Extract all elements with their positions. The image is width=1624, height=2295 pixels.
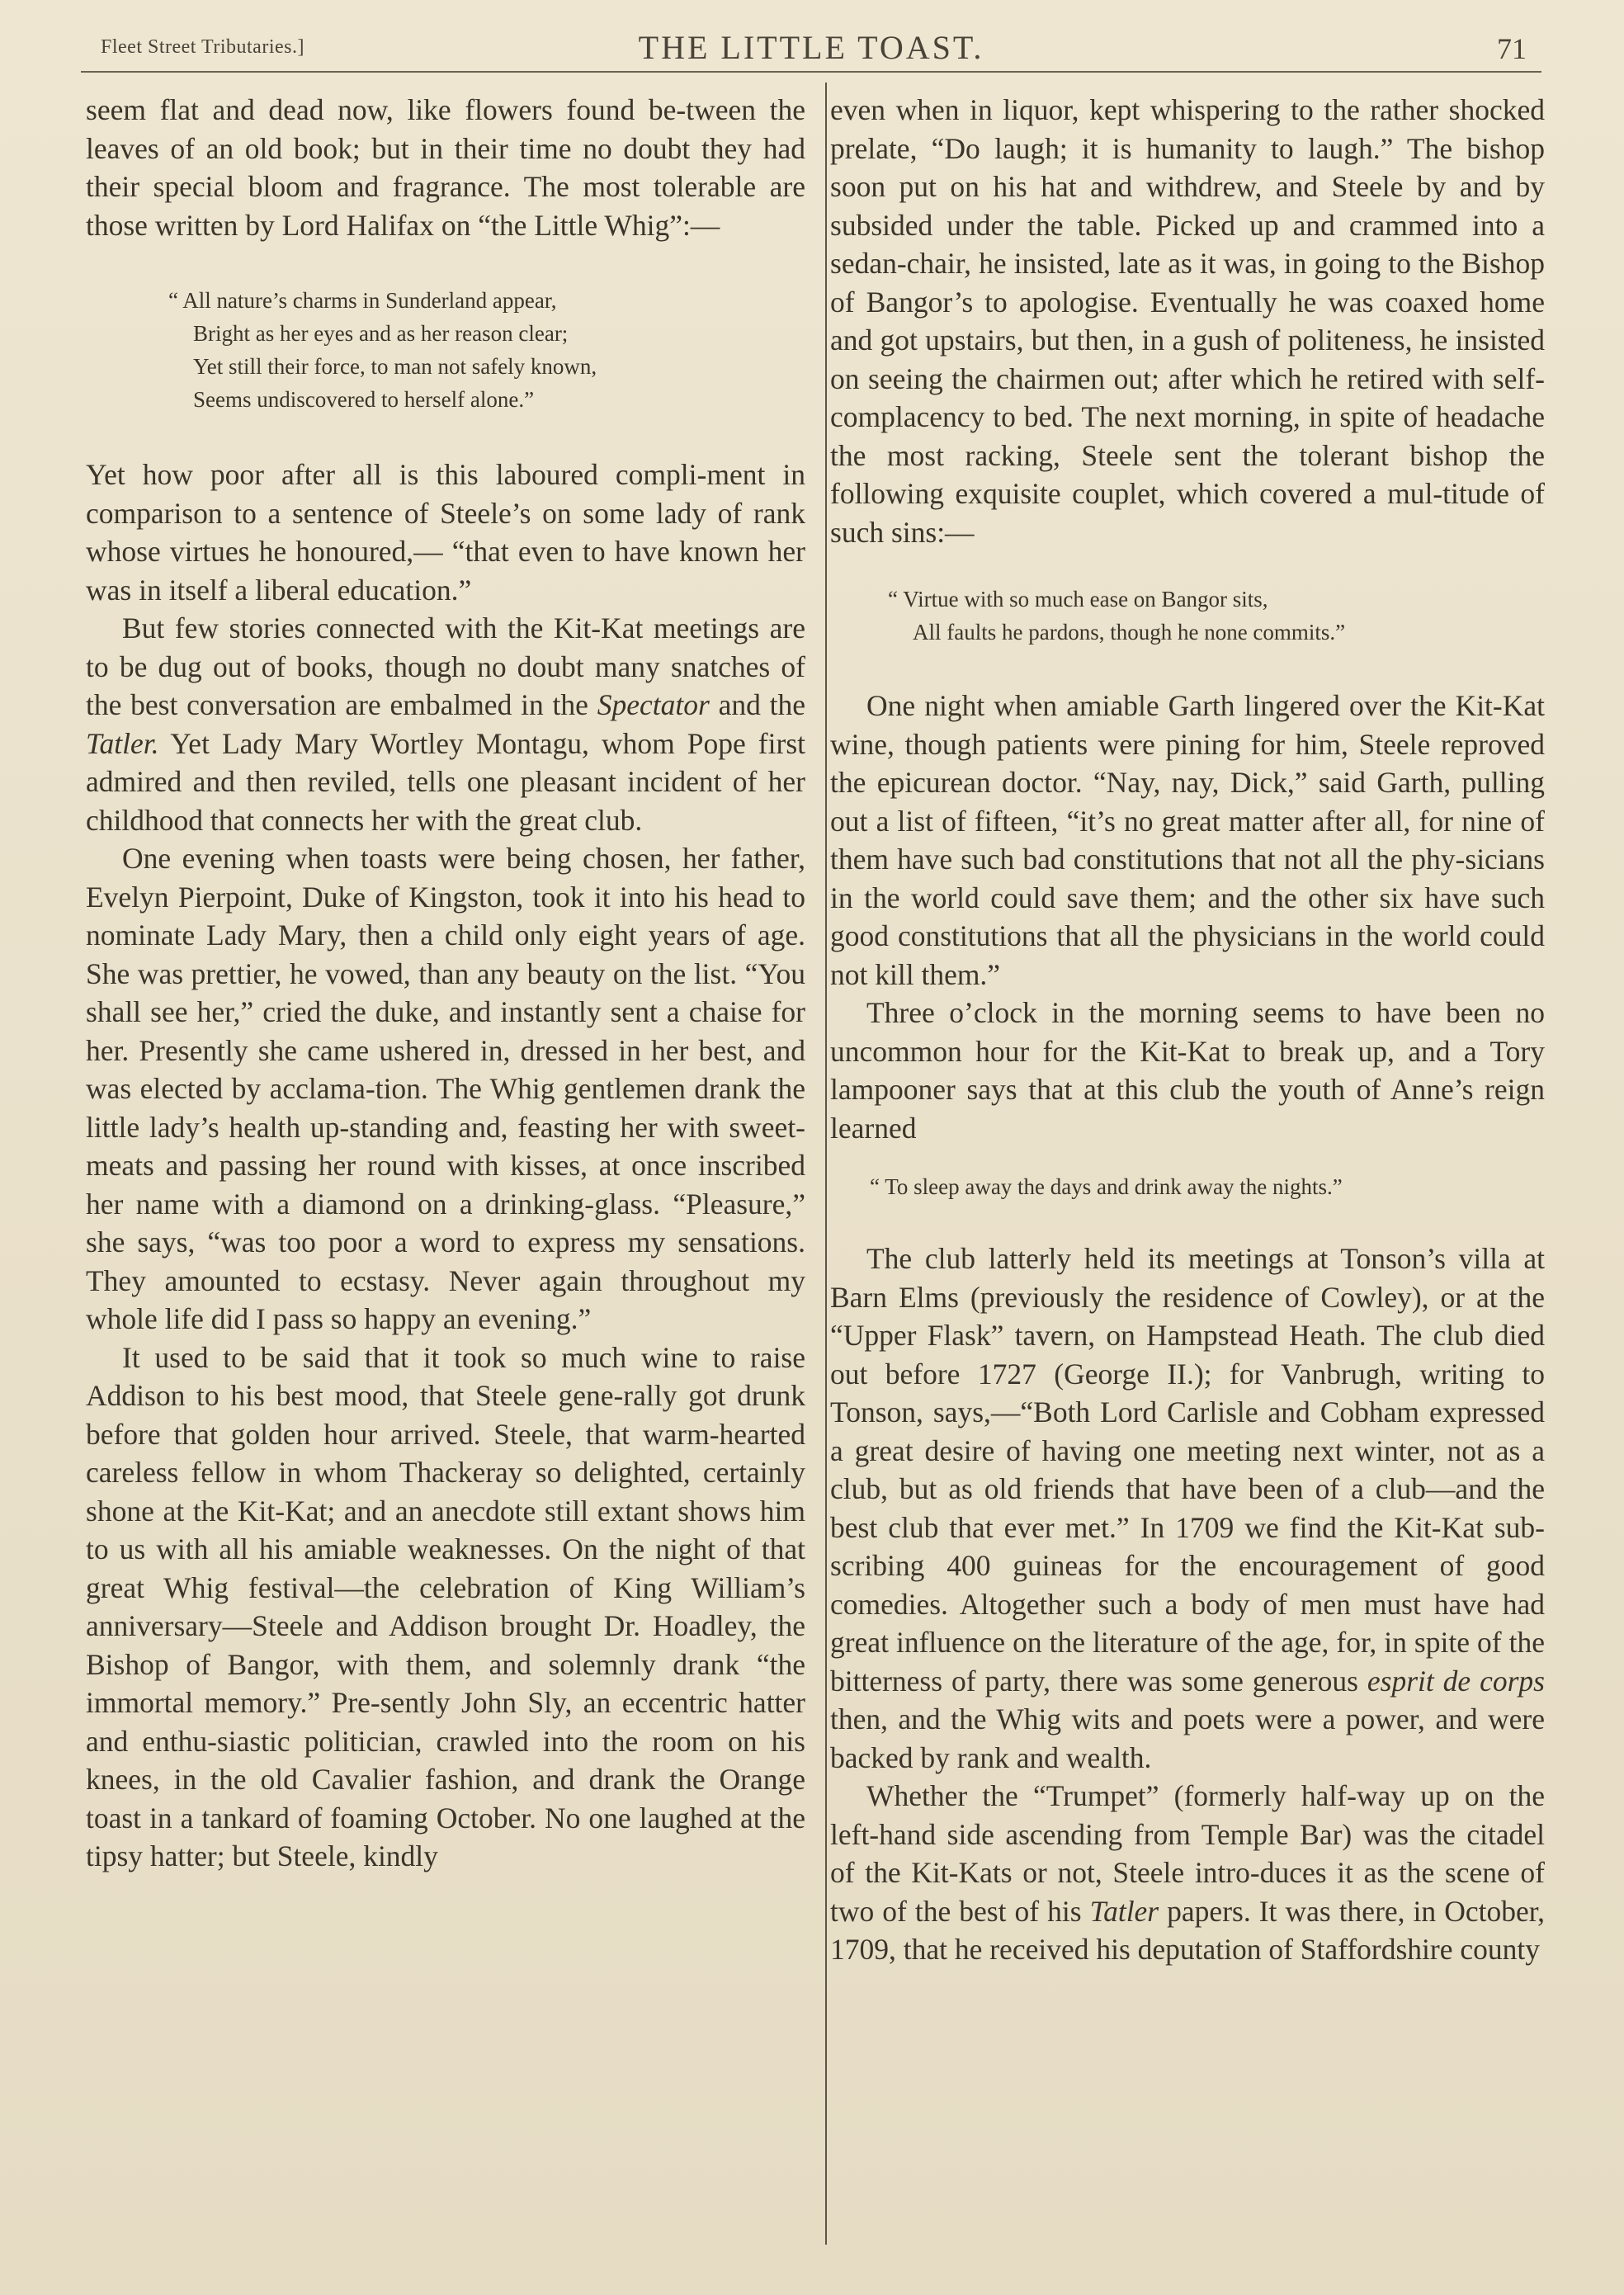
verse-line: “ Virtue with so much ease on Bangor sits, bbox=[888, 587, 1268, 612]
paragraph: One night when amiable Garth lingered over the Kit-Kat wine, though patients were pining for him, Steele reproved the epicurean doctor. “Nay, nay, Dick,” said Garth, pulling out a list of fifteen, “it’s no great matter after all, for nine of them have such bad constitutions that not all the phy-sicians in the world could save them; and the other six have such good constitutions that all the physicians in the world could not kill them.” bbox=[830, 689, 1545, 991]
publication-title: Tatler bbox=[1089, 1894, 1159, 1928]
verse-line: All faults he pardons, though he none commits.” bbox=[913, 620, 1346, 645]
verse-line: Yet still their force, to man not safely known, bbox=[193, 354, 597, 379]
right-column bbox=[830, 91, 1545, 1969]
text-run: then, and the Whig wits and poets were a power, and were backed by rank and wealth. bbox=[830, 1702, 1545, 1774]
verse-line: Seems undiscovered to herself alone.” bbox=[193, 387, 535, 412]
paragraph: Three o’clock in the morning seems to have been no uncommon hour for the Kit-Kat to break up, and a Tory lampooner says that at this club the youth of Anne’s reign learned bbox=[830, 996, 1545, 1145]
verse-quote bbox=[870, 1170, 1545, 1203]
paragraph: Yet how poor after all is this laboured compli-ment in comparison to a sentence of Steele’s on some lady of rank whose virtues he honoured,— “that even to have known her was in itself a liberal education.” bbox=[86, 458, 805, 607]
text-run: The club latterly held its meetings at Tonson’s villa at Barn Elms (previously the residence of Cowley), or at the “Upper Flask” tavern, on Hampstead Heath. The club died out before 1727 (George II.); for Vanbrugh, writing to Tonson, says,—“Both Lord Carlisle and Cobham expressed a great desire of having one meeting next winter, not as a club, but as old friends that have been of a club—and the best club that ever met.” In 1709 we find the Kit-Kat sub-scribing 400 guineas for the encouragement of good comedies. Altogether such a body of men must have had great influence on the literature of the age, for, in spite of the bitterness of party, there was some generous bbox=[830, 1242, 1545, 1698]
text-run: But few stories connected with the Kit-Kat meetings are to be dug out of books, though no doubt many snatches of the best conversation are embalmed in the bbox=[86, 612, 805, 721]
left-column bbox=[86, 91, 805, 1876]
foreign-phrase: esprit de corps bbox=[1367, 1664, 1545, 1698]
paragraph bbox=[830, 1777, 1545, 1969]
page-title: THE LITTLE TOAST. bbox=[638, 29, 984, 66]
verse-quote bbox=[168, 284, 805, 416]
paragraph: One evening when toasts were being chosen, her father, Evelyn Pierpoint, Duke of Kingston, took it into his head to nominate Lady Mary, then a child only eight years of age. She was prettier, he vowed, than any beauty on the list. “You shall see her,” cried the duke, and instantly sent a chaise for her. Presently she came ushered in, dressed in her best, and was elected by acclama-tion. The Whig gentlemen drank the little lady’s health up-standing and, feasting her with sweet-meats and passing her round with kisses, at once inscribed her name with a diamond on a drinking-glass. “Pleasure,” she says, “was too poor a word to express my sensations. They amounted to ecstasy. Never again throughout my whole life did I pass so happy an evening.” bbox=[86, 842, 805, 1335]
page-number: 71 bbox=[1497, 32, 1527, 65]
paragraph: seem flat and dead now, like flowers found be-tween the leaves of an old book; but in their time no doubt they had their special bloom and fragrance. The most tolerable are those written by Lord Halifax on “the Little Whig”:— bbox=[86, 93, 805, 242]
paragraph bbox=[830, 1240, 1545, 1777]
text-run: Whether the “Trumpet” (formerly half-way up on the left-hand side ascending from Temple Bar) was the citadel of the Kit-Kats or not, Steele intro-duces it as the scene of two of the best of his bbox=[830, 1779, 1545, 1928]
paragraph: even when in liquor, kept whispering to the rather shocked prelate, “Do laugh; it is humanity to laugh.” The bishop soon put on his hat and withdrew, and Steele by and by subsided under the table. Picked up and crammed into a sedan-chair, he insisted, late as it was, in going to the Bishop of Bangor’s to apologise. Eventually he was coaxed home and got upstairs, but then, in a gush of politeness, he insisted on seeing the chairmen out; after which he retired with self-complacency to bed. The next morning, in spite of headache the most racking, Steele sent the tolerant bishop the following exquisite couplet, which covered a mul-titude of such sins:— bbox=[830, 93, 1545, 549]
paragraph: It used to be said that it took so much wine to raise Addison to his best mood, that Steele gene-rally got drunk before that golden hour arrived. Steele, that warm-hearted careless fellow in whom Thackeray so delighted, certainly shone at the Kit-Kat; and an anecdote still extant shows him to us with all his amiable weaknesses. On the night of that great Whig festival—the celebration of King William’s anniversary—Steele and Addison brought Dr. Hoadley, the Bishop of Bangor, with them, and solemnly drank “the immortal memory.” Pre-sently John Sly, an eccentric hatter and enthu-siastic politician, crawled into the room on his knees, in the old Cavalier fashion, and drank the Orange toast in a tankard of foaming October. No one laughed at the tipsy hatter; but Steele, kindly bbox=[86, 1340, 805, 1872]
paragraph bbox=[86, 609, 805, 839]
text-run: and the bbox=[709, 688, 805, 721]
running-header bbox=[81, 25, 1541, 73]
section-title: Fleet Street Tributaries.] bbox=[101, 36, 304, 58]
column-divider bbox=[825, 83, 827, 2245]
publication-title: Spectator bbox=[597, 688, 710, 721]
publication-title: Tatler. bbox=[86, 726, 159, 760]
verse-quote bbox=[888, 583, 1545, 649]
verse-line: Bright as her eyes and as her reason clear; bbox=[193, 321, 569, 346]
text-run: papers. It was there, in October, 1709, that he received his deputation of Staffordshire county bbox=[830, 1894, 1545, 1966]
verse-line: “ All nature’s charms in Sunderland appear, bbox=[168, 288, 557, 313]
verse-line: “ To sleep away the days and drink away the nights.” bbox=[870, 1174, 1343, 1199]
text-run: Yet Lady Mary Wortley Montagu, whom Pope first admired and then reviled, tells one pleasant incident of her childhood that connects her with the great club. bbox=[86, 726, 805, 837]
